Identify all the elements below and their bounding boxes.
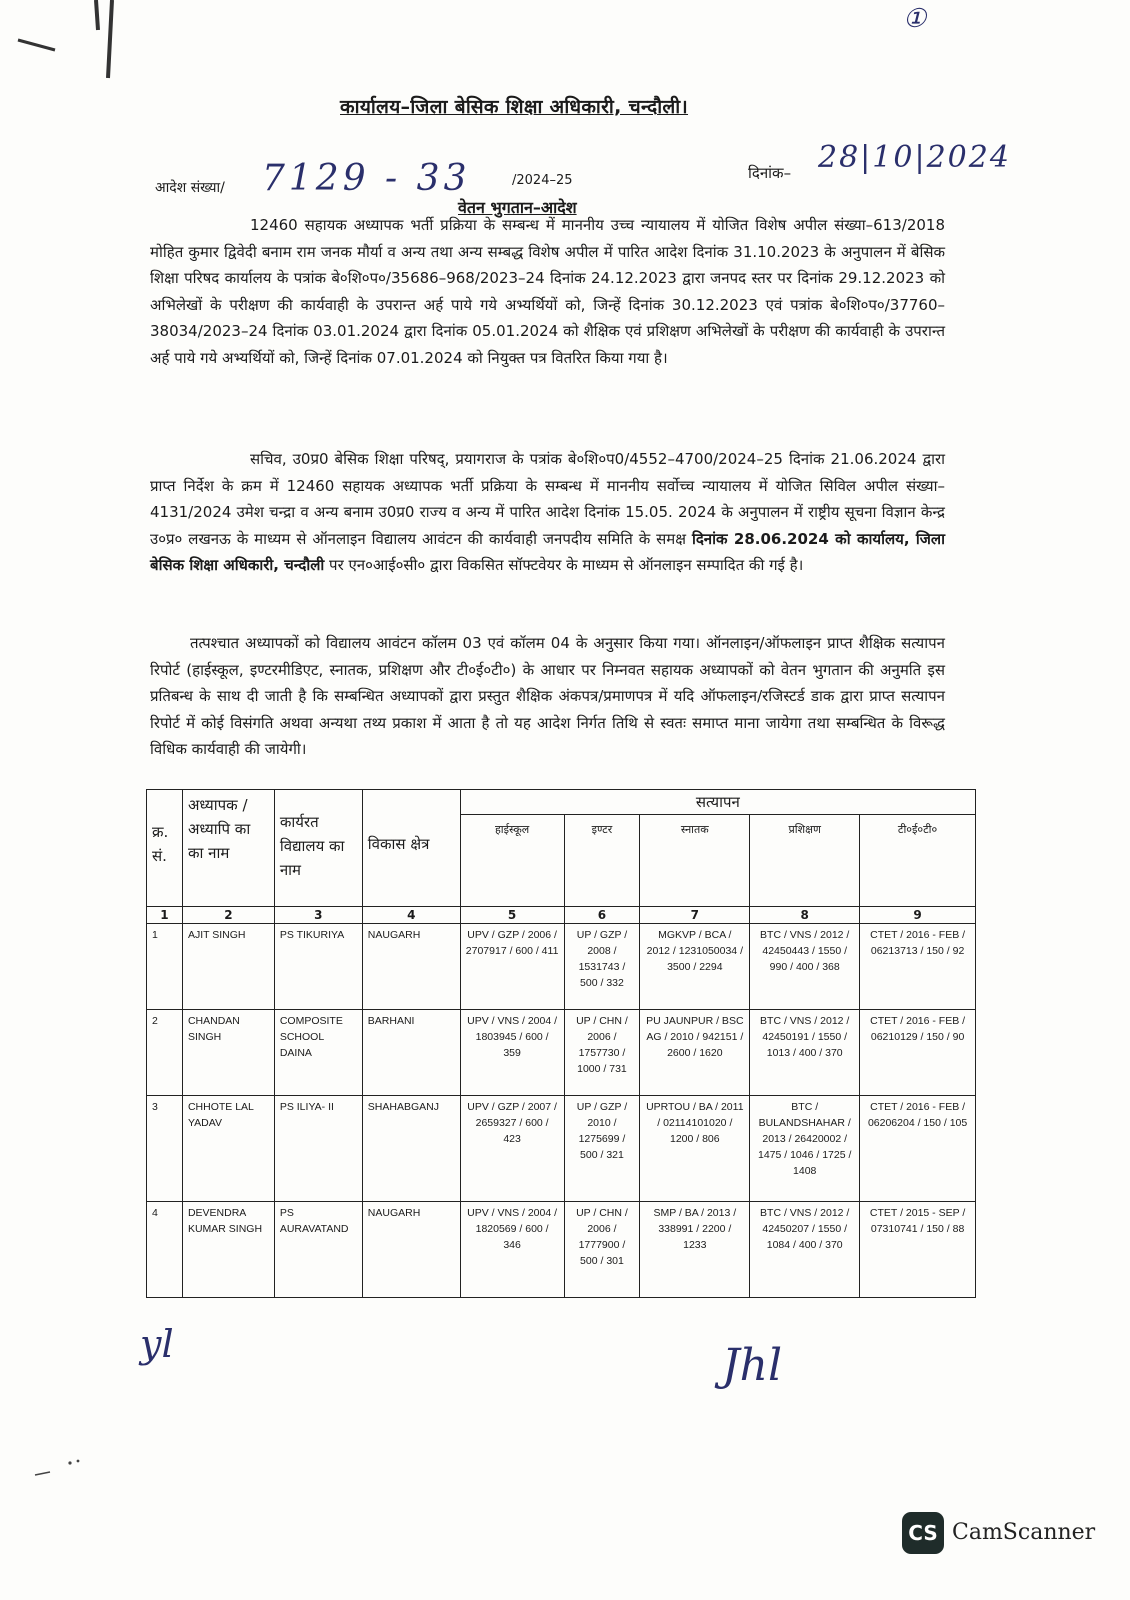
col-number: 5 bbox=[460, 907, 564, 924]
header-highschool: हाईस्कूल bbox=[460, 815, 564, 907]
table-row bbox=[147, 1202, 976, 1298]
col-number: 3 bbox=[274, 907, 362, 924]
camscanner-watermark: CamScanner bbox=[952, 1520, 1096, 1545]
col-number: 6 bbox=[564, 907, 640, 924]
cell-training: BTC / VNS / 2012 / 42450191 / 1550 / 1013 / 400 / 370 bbox=[750, 1010, 860, 1096]
cell-tet: CTET / 2016 - FEB / 06210129 / 150 / 90 bbox=[860, 1010, 976, 1096]
cell-school: PS AURAVATAND bbox=[274, 1202, 362, 1298]
cell-tet: CTET / 2015 - SEP / 07310741 / 150 / 88 bbox=[860, 1202, 976, 1298]
cell-tet: CTET / 2016 - FEB / 06206204 / 150 / 105 bbox=[860, 1096, 976, 1202]
paragraph-1: 12460 सहायक अध्यापक भर्ती प्रक्रिया के सम्बन्ध में माननीय उच्च न्यायालय में योजित विशेष अपील संख्या–613/2018 मोहित कुमार द्विवेदी बनाम राम जनक मौर्या व अन्य तथा अन्य सम्बद्ध विशेष अपील में पारित आदेश दिनांक 31.10.2023 के अनुपालन में बेसिक शिक्षा परिषद कार्यालय के पत्रांक बे०शि०प०/35686–968/2023–24 दिनांक 24.12.2023 द्वारा जनपद स्तर पर दिनांक 29.12.2023 को अभिलेखों के परीक्षण की कार्यवाही के उपरान्त अर्ह पाये गये अभ्यर्थियों को, जिन्हें दिनांक 30.12.2023 एवं पत्रांक बे०शि०प०/37760–38034/2023–24 दिनांक 03.01.2024 द्वारा दिनांक 05.01.2024 को शैक्षिक एवं प्रशिक्षण अभिलेखों के परीक्षण की कार्यवाही के उपरान्त अर्ह पाये गये अभ्यर्थियों को, जिन्हें दिनांक 07.01.2024 को नियुक्त पत्र वितरित किया गया है। bbox=[150, 216, 945, 367]
header-school: कार्यरत विद्यालय का नाम bbox=[274, 790, 362, 907]
cell-inter: UP / GZP / 2008 / 1531743 / 500 / 332 bbox=[564, 924, 640, 1010]
order-number-label: आदेश संख्या/ bbox=[155, 180, 225, 196]
paragraph-2-end: पर एन०आई०सी० द्वारा विकसित सॉफ्टवेयर के माध्यम से ऑनलाइन सम्पादित की गई है। bbox=[329, 556, 804, 574]
cell-graduation: UPRTOU / BA / 2011 / 02114101020 / 1200 / 806 bbox=[640, 1096, 750, 1202]
cell-sno: 4 bbox=[147, 1202, 183, 1298]
date-label: दिनांक– bbox=[748, 164, 792, 182]
col-number: 9 bbox=[860, 907, 976, 924]
cell-graduation: MGKVP / BCA / 2012 / 1231050034 / 3500 / 2294 bbox=[640, 924, 750, 1010]
header-verification: सत्यापन bbox=[460, 790, 975, 815]
cell-school: COMPOSITE SCHOOL DAINA bbox=[274, 1010, 362, 1096]
cell-graduation: PU JAUNPUR / BSC AG / 2010 / 942151 / 2600 / 1620 bbox=[640, 1010, 750, 1096]
cell-training: BTC / BULANDSHAHAR / 2013 / 26420002 / 1475 / 1046 / 1725 / 1408 bbox=[750, 1096, 860, 1202]
office-title: कार्यालय–जिला बेसिक शिक्षा अधिकारी, चन्दौली। bbox=[340, 96, 689, 118]
table-row bbox=[147, 1096, 976, 1202]
cell-name: AJIT SINGH bbox=[182, 924, 274, 1010]
col-number: 2 bbox=[182, 907, 274, 924]
camscanner-logo: CS bbox=[902, 1512, 944, 1554]
page-number: ① bbox=[903, 4, 927, 34]
paragraph-2 bbox=[150, 446, 945, 579]
scan-marks bbox=[0, 0, 140, 90]
col-number: 8 bbox=[750, 907, 860, 924]
order-number: 7129 - 33 bbox=[262, 158, 471, 199]
paragraph-2-start: सचिव, उ0प्र0 बेसिक शिक्षा परिषद्, प्रयागराज के पत्रांक बे०शि०प0/4552–4700/2024–25 दिनांक 21.06.2024 द्वारा प्राप्त निर्देश के क्रम में 12460 सहायक अध्यापक भर्ती प्रक्रिया के सम्बन्ध में माननीय सर्वोच्च न्यायालय में योजित सिविल अपील संख्या–4131/2024 उमेश चन्द्रा व अन्य बनाम उ0प्र0 राज्य व अन्य में पारित आदेश दिनांक 15.05. 2024 के अनुपालन में राष्ट्रीय सूचना विज्ञान केन्द्र उ०प्र० लखनऊ के माध्यम से ऑनलाइन विद्यालय आवंटन की कार्यवाही जनपदीय समिति के समक्ष bbox=[150, 450, 945, 548]
col-number: 4 bbox=[362, 907, 460, 924]
order-heading: वेतन भुगतान–आदेश bbox=[458, 198, 577, 217]
header-inter: इण्टर bbox=[564, 815, 640, 907]
cell-training: BTC / VNS / 2012 / 42450207 / 1550 / 1084 / 400 / 370 bbox=[750, 1202, 860, 1298]
header-tet: टी०ई०टी० bbox=[860, 815, 976, 907]
cell-school: PS ILIYA- II bbox=[274, 1096, 362, 1202]
cell-school: PS TIKURIYA bbox=[274, 924, 362, 1010]
cell-inter: UP / CHN / 2006 / 1777900 / 500 / 301 bbox=[564, 1202, 640, 1298]
header-block: विकास क्षेत्र bbox=[362, 790, 460, 907]
cell-highschool: UPV / VNS / 2004 / 1803945 / 600 / 359 bbox=[460, 1010, 564, 1096]
cell-block: NAUGARH bbox=[362, 924, 460, 1010]
header-graduation: स्नातक bbox=[640, 815, 750, 907]
col-number: 1 bbox=[147, 907, 183, 924]
header-teacher: अध्यापक /अध्यापि का का नाम bbox=[182, 790, 274, 907]
cell-inter: UP / CHN / 2006 / 1757730 / 1000 / 731 bbox=[564, 1010, 640, 1096]
cell-sno: 3 bbox=[147, 1096, 183, 1202]
cell-graduation: SMP / BA / 2013 / 338991 / 2200 / 1233 bbox=[640, 1202, 750, 1298]
cell-block: SHAHABGANJ bbox=[362, 1096, 460, 1202]
cell-highschool: UPV / GZP / 2007 / 2659327 / 600 / 423 bbox=[460, 1096, 564, 1202]
cell-training: BTC / VNS / 2012 / 42450443 / 1550 / 990 / 400 / 368 bbox=[750, 924, 860, 1010]
column-number-row bbox=[147, 907, 976, 924]
table-row bbox=[147, 924, 976, 1010]
col-number: 7 bbox=[640, 907, 750, 924]
initials-left: yl bbox=[140, 1322, 174, 1366]
cell-block: BARHANI bbox=[362, 1010, 460, 1096]
cell-name: CHANDAN SINGH bbox=[182, 1010, 274, 1096]
cell-tet: CTET / 2016 - FEB / 06213713 / 150 / 92 bbox=[860, 924, 976, 1010]
cell-highschool: UPV / GZP / 2006 / 2707917 / 600 / 411 bbox=[460, 924, 564, 1010]
cell-name: DEVENDRA KUMAR SINGH bbox=[182, 1202, 274, 1298]
header-training: प्रशिक्षण bbox=[750, 815, 860, 907]
scan-specks bbox=[30, 1455, 90, 1485]
cell-sno: 1 bbox=[147, 924, 183, 1010]
cell-highschool: UPV / VNS / 2004 / 1820569 / 600 / 346 bbox=[460, 1202, 564, 1298]
table-row bbox=[147, 1010, 976, 1096]
paragraph-2-bold: दिनांक 28.06.2024 को कार्यालय, जिला बेसिक शिक्षा अधिकारी, चन्दौली bbox=[150, 529, 945, 574]
cell-name: CHHOTE LAL YADAV bbox=[182, 1096, 274, 1202]
signature: Jhl bbox=[722, 1340, 783, 1391]
cell-sno: 2 bbox=[147, 1010, 183, 1096]
cell-inter: UP / GZP / 2010 / 1275699 / 500 / 321 bbox=[564, 1096, 640, 1202]
cell-block: NAUGARH bbox=[362, 1202, 460, 1298]
date-value: 28|10|2024 bbox=[818, 140, 1011, 175]
header-sno: क्र. सं. bbox=[147, 790, 183, 907]
order-year: /2024–25 bbox=[512, 173, 573, 188]
teacher-table bbox=[146, 789, 976, 1298]
paragraph-3: तत्पश्चात अध्यापकों को विद्यालय आवंटन कॉलम 03 एवं कॉलम 04 के अनुसार किया गया। ऑनलाइन/ऑफलाइन प्राप्त शैक्षिक सत्यापन रिपोर्ट (हाईस्कूल, इण्टरमीडिएट, स्नातक, प्रशिक्षण और टी०ई०टी०) के आधार पर निम्नवत सहायक अध्यापकों को वेतन भुगतान की अनुमति इस प्रतिबन्ध के साथ दी जाती है कि सम्बन्धित अध्यापकों द्वारा प्रस्तुत शैक्षिक अंकपत्र/प्रमाणपत्र में यदि ऑफलाइन/रजिस्टर्ड डाक द्वारा प्राप्त सत्यापन रिपोर्ट में कोई विसंगति अथवा अन्यथा तथ्य प्रकाश में आता है तो यह आदेश निर्गत तिथि से स्वतः समाप्त माना जायेगा तथा सम्बन्धित के विरूद्ध विधिक कार्यवाही की जायेगी। bbox=[150, 634, 945, 758]
